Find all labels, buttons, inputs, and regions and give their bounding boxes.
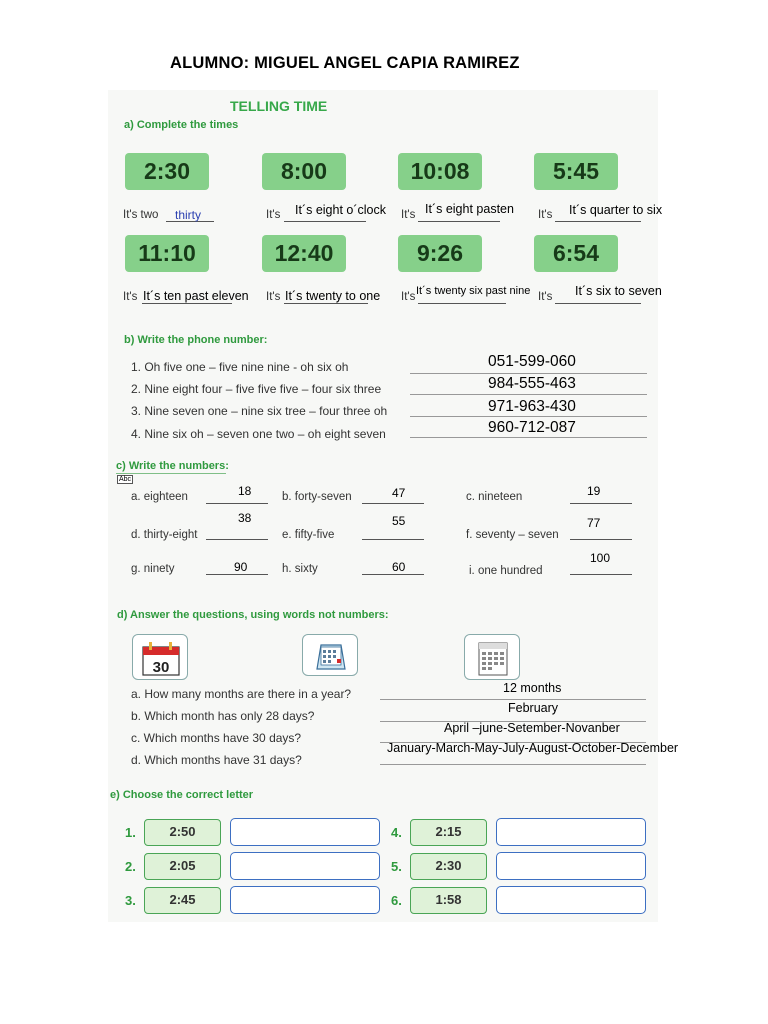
number-answer[interactable]: 38	[238, 511, 252, 525]
typed-answer[interactable]: thirty	[175, 208, 202, 222]
number-answer[interactable]: 55	[392, 514, 406, 528]
number-label: b. forty-seven	[282, 491, 352, 503]
calendar-answer[interactable]: April –june-Setember-Novanber	[444, 721, 620, 735]
number-label: e. fifty-five	[282, 529, 335, 541]
answer-prefix: It's two	[123, 209, 159, 221]
number-answer[interactable]: 60	[392, 560, 406, 574]
answer-prefix: It's	[266, 209, 281, 221]
section-b-heading: b) Write the phone number:	[124, 334, 268, 346]
answer-prefix: It's	[266, 291, 281, 303]
wall-calendar-icon	[464, 634, 520, 680]
number-answer[interactable]: 77	[587, 516, 601, 530]
clock-time: 5:45	[534, 153, 618, 190]
number-answer[interactable]: 18	[238, 484, 252, 498]
phone-answer[interactable]: 051-599-060	[488, 353, 576, 370]
answer-line	[380, 764, 646, 765]
time-label: 2:50	[144, 819, 221, 846]
time-label: 2:05	[144, 853, 221, 880]
typed-answer[interactable]: It´s eight pasten	[425, 202, 514, 216]
answer-prefix: It's	[538, 209, 553, 221]
answer-line	[284, 221, 366, 222]
number-label: f. seventy – seven	[466, 529, 559, 541]
answer-line	[142, 303, 232, 304]
answer-line	[206, 574, 268, 575]
letter-answer-box[interactable]	[230, 886, 380, 914]
item-number: 5.	[391, 859, 402, 874]
worksheet-title: TELLING TIME	[230, 98, 328, 114]
typed-answer[interactable]: It´s quarter to six	[569, 203, 663, 217]
phone-question: 3. Nine seven one – nine six tree – four three oh	[131, 404, 388, 418]
answer-line	[570, 574, 632, 575]
answer-line	[570, 539, 632, 540]
number-label: d. thirty-eight	[131, 529, 198, 541]
answer-line	[362, 503, 424, 504]
letter-answer-box[interactable]	[230, 852, 380, 880]
answer-prefix: It's	[401, 291, 416, 303]
number-label: c. nineteen	[466, 491, 523, 503]
typed-answer[interactable]: It´s eight o´clock	[295, 203, 387, 217]
time-label: 2:45	[144, 887, 221, 914]
item-number: 3.	[125, 893, 136, 908]
section-c-heading: c) Write the numbers:	[116, 460, 229, 472]
answer-prefix: It's	[123, 291, 138, 303]
item-number: 6.	[391, 893, 402, 908]
calendar-answer[interactable]: January-March-May-July-August-October-December	[387, 741, 679, 755]
answer-line	[206, 503, 268, 504]
number-answer[interactable]: 47	[392, 486, 406, 500]
calendar-question: d. Which months have 31 days?	[131, 753, 302, 767]
number-label: g. ninety	[131, 563, 175, 575]
phone-answer[interactable]: 960-712-087	[488, 419, 576, 436]
item-number: 2.	[125, 859, 136, 874]
clock-time: 11:10	[125, 235, 209, 272]
letter-answer-box[interactable]	[496, 852, 646, 880]
calendar-question: c. Which months have 30 days?	[131, 731, 302, 745]
typed-answer[interactable]: It´s six to seven	[575, 284, 662, 298]
phone-question: 2. Nine eight four – five five five – four six three	[131, 382, 382, 396]
letter-answer-box[interactable]	[496, 818, 646, 846]
clock-time: 10:08	[398, 153, 482, 190]
desk-calendar-icon	[302, 634, 358, 676]
calendar-answer[interactable]: February	[508, 701, 559, 715]
time-label: 1:58	[410, 887, 487, 914]
answer-line	[380, 699, 646, 700]
section-e-heading: e) Choose the correct letter	[110, 789, 254, 801]
number-answer[interactable]: 90	[234, 560, 248, 574]
answer-line	[206, 539, 268, 540]
typed-answer[interactable]: It´s twenty six past nine	[416, 285, 531, 297]
clock-time: 9:26	[398, 235, 482, 272]
phone-answer[interactable]: 984-555-463	[488, 375, 576, 392]
answer-line	[570, 503, 632, 504]
answer-line	[555, 221, 641, 222]
clock-time: 6:54	[534, 235, 618, 272]
time-label: 2:15	[410, 819, 487, 846]
number-label: h. sixty	[282, 563, 318, 575]
answer-line	[362, 539, 424, 540]
answer-line	[410, 437, 647, 438]
abc-marker: Abc	[119, 476, 132, 483]
item-number: 4.	[391, 825, 402, 840]
number-label: i. one hundred	[469, 565, 543, 577]
answer-line	[410, 416, 647, 417]
number-answer[interactable]: 19	[587, 484, 601, 498]
letter-answer-box[interactable]	[496, 886, 646, 914]
answer-prefix: It's	[401, 209, 416, 221]
answer-line	[284, 303, 368, 304]
number-answer[interactable]: 100	[590, 551, 611, 565]
section-d-heading: d) Answer the questions, using words not numbers:	[117, 609, 389, 621]
phone-question: 4. Nine six oh – seven one two – oh eight seven	[131, 427, 386, 441]
svg-text:30: 30	[152, 659, 170, 676]
student-name: ALUMNO: MIGUEL ANGEL CAPIA RAMIREZ	[170, 54, 520, 72]
calendar-question: b. Which month has only 28 days?	[131, 709, 315, 723]
answer-line	[362, 574, 424, 575]
heading-underline	[116, 473, 226, 474]
answer-line	[410, 373, 647, 374]
typed-answer[interactable]: It´s twenty to one	[285, 289, 381, 303]
answer-line	[410, 394, 647, 395]
answer-line	[418, 303, 506, 304]
letter-answer-box[interactable]	[230, 818, 380, 846]
item-number: 1.	[125, 825, 136, 840]
clock-time: 12:40	[262, 235, 346, 272]
answer-line	[555, 303, 641, 304]
calendar-30-icon	[132, 634, 188, 680]
number-label: a. eighteen	[131, 491, 188, 503]
section-a-heading: a) Complete the times	[124, 119, 239, 131]
clock-time: 2:30	[125, 153, 209, 190]
clock-time: 8:00	[262, 153, 346, 190]
phone-answer[interactable]: 971-963-430	[488, 398, 576, 415]
typed-answer[interactable]: It´s ten past eleven	[143, 289, 249, 303]
answer-line	[418, 221, 500, 222]
calendar-question: a. How many months are there in a year?	[131, 687, 352, 701]
time-label: 2:30	[410, 853, 487, 880]
calendar-answer[interactable]: 12 months	[503, 681, 562, 695]
answer-prefix: It's	[538, 291, 553, 303]
phone-question: 1. Oh five one – five nine nine - oh six oh	[131, 360, 349, 374]
